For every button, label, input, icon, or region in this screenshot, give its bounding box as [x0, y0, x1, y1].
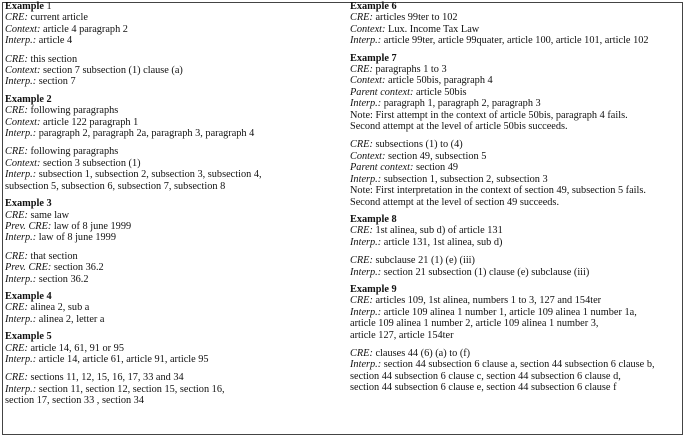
entry-label: Context: [5, 23, 41, 35]
example-title: Example 3 [5, 198, 52, 210]
entry-line [350, 75, 680, 86]
entry-value: paragraphs 1 to 3 [375, 64, 447, 76]
entry-line [5, 65, 340, 76]
entry-line [5, 146, 340, 157]
entry-value: alinea 2, sub a [30, 302, 90, 314]
entry-label: Context: [350, 23, 386, 35]
entry-value: Note: First interpretation in the context of section 49, subsection 5 fails. [350, 185, 646, 197]
entry-label: CRE: [350, 64, 373, 76]
entry-label: Interp.: [350, 306, 382, 318]
entry-value: article 127, article 154ter [350, 329, 454, 341]
entry-value: article 122 paragraph 1 [43, 116, 139, 128]
entry-value: article 14, 61, 91 or 95 [30, 342, 124, 354]
entry-value: same law [30, 209, 70, 221]
entry-label: Interp.: [350, 359, 382, 371]
entry-label: Context: [5, 116, 41, 128]
block-spacer [350, 248, 680, 255]
entry-label: Parent context: [350, 162, 414, 174]
entry-line [350, 359, 680, 370]
example-block [350, 284, 680, 394]
example-title: Example 4 [5, 290, 52, 302]
example-heading [350, 1, 680, 12]
entry-line [5, 251, 340, 262]
entry-label: Interp.: [5, 383, 37, 395]
entry-label: Prev. CRE: [5, 220, 52, 232]
entry-line [350, 87, 680, 98]
entry-label: CRE: [350, 347, 373, 359]
entry-line [350, 12, 680, 23]
entry-value: paragraph 1, paragraph 2, paragraph 3 [383, 98, 541, 110]
entry-line [5, 76, 340, 87]
entry-value: articles 99ter to 102 [375, 12, 458, 24]
entry-label: CRE: [350, 139, 373, 151]
entry-line [5, 384, 340, 395]
entry-value: section 44 subsection 6 clause a, section 44 subsection 6 clause b, [383, 359, 655, 371]
example-heading [350, 214, 680, 225]
entry-label: CRE: [350, 255, 373, 267]
entry-label: Context: [5, 65, 41, 77]
entry-value: this section [30, 53, 78, 65]
entry-line [5, 117, 340, 128]
entry-line [5, 395, 340, 406]
entry-label: Interp.: [5, 232, 37, 244]
entry-value: Lux. Income Tax Law [388, 23, 480, 35]
entry-value: Second attempt at the level of section 49 succeeds. [350, 196, 560, 208]
entry-label: CRE: [5, 250, 28, 262]
entry-line [5, 24, 340, 35]
entry-line [350, 318, 680, 329]
entry-line [350, 110, 680, 121]
entry-value: section 36.2 [38, 273, 89, 285]
entry-line [350, 382, 680, 393]
entry-value: subclause 21 (1) (e) (iii) [375, 255, 475, 267]
entry-line [350, 121, 680, 132]
entry-label: Interp.: [5, 353, 37, 365]
entry-value: current article [30, 12, 88, 24]
entry-line [350, 185, 680, 196]
entry-value: that section [30, 250, 78, 262]
entry-line [350, 139, 680, 150]
entry-line [350, 162, 680, 173]
entry-value: clauses 44 (6) (a) to (f) [375, 347, 471, 359]
example-block [5, 94, 340, 192]
entry-line [5, 302, 340, 313]
entry-value: alinea 2, letter a [38, 313, 105, 325]
entry-label: CRE: [5, 12, 28, 24]
example-title: Example 7 [350, 52, 397, 64]
entry-value: article 4 paragraph 2 [43, 23, 128, 35]
entry-label: Interp.: [5, 35, 37, 47]
entry-value: section 44 subsection 6 clause c, section 44 subsection 6 clause d, [350, 370, 621, 382]
entry-line [5, 262, 340, 273]
entry-value: following paragraphs [30, 105, 119, 117]
example-title: Example 5 [5, 331, 52, 343]
entry-line [350, 255, 680, 266]
entry-label: CRE: [5, 372, 28, 384]
example-block [5, 1, 340, 88]
example-title: Example 8 [350, 213, 397, 225]
example-heading [5, 291, 340, 302]
entry-line [350, 35, 680, 46]
entry-value: article 131, 1st alinea, sub d) [383, 236, 503, 248]
entry-value: sections 11, 12, 15, 16, 17, 33 and 34 [30, 372, 184, 384]
entry-label: CRE: [5, 302, 28, 314]
entry-value: article 50bis [415, 86, 467, 98]
entry-value: section 3 subsection (1) [43, 157, 141, 169]
entry-label: Interp.: [5, 169, 37, 181]
entry-line [350, 295, 680, 306]
entry-line [5, 210, 340, 221]
entry-label: Context: [350, 75, 386, 87]
entry-label: CRE: [5, 342, 28, 354]
block-spacer [5, 47, 340, 54]
block-spacer [350, 132, 680, 139]
example-block [5, 331, 340, 406]
example-title: Example 9 [350, 283, 397, 295]
entry-line [5, 343, 340, 354]
example-block [350, 53, 680, 208]
entry-label: Interp.: [5, 313, 37, 325]
entry-line [5, 354, 340, 365]
entry-label: Interp.: [5, 273, 37, 285]
entry-label: Interp.: [350, 98, 382, 110]
entry-value: section 17, section 33 , section 34 [5, 395, 144, 407]
entry-value: subsections (1) to (4) [375, 139, 463, 151]
example-heading [5, 1, 340, 12]
entry-line [350, 174, 680, 185]
entry-value: subsection 1, subsection 2, subsection 3 [383, 173, 548, 185]
example-heading [350, 284, 680, 295]
entry-value: section 11, section 12, section 15, section 16, [38, 383, 225, 395]
block-spacer [350, 341, 680, 348]
entry-value: section 49, subsection 5 [388, 150, 487, 162]
entry-value: 1st alinea, sub d) of article 131 [375, 225, 503, 237]
example-title: Example 6 [350, 1, 397, 12]
entry-line [350, 24, 680, 35]
entry-line [5, 169, 340, 180]
entry-value: article 109 alinea 1 number 1, article 109 alinea 1 number 1a, [383, 306, 637, 318]
block-spacer [5, 365, 340, 372]
block-spacer [5, 244, 340, 251]
entry-label: Interp.: [5, 76, 37, 88]
entry-value: subsection 1, subsection 2, subsection 3, subsection 4, [38, 169, 262, 181]
entry-value: section 7 subsection (1) clause (a) [43, 65, 183, 77]
entry-line [350, 151, 680, 162]
entry-line [5, 221, 340, 232]
entry-label: Parent context: [350, 86, 414, 98]
example-block [350, 1, 680, 47]
entry-value: subsection 5, subsection 6, subsection 7, subsection 8 [5, 180, 226, 192]
example-heading [5, 94, 340, 105]
entry-line [5, 232, 340, 243]
entry-value: section 49 [415, 162, 458, 174]
block-spacer [5, 139, 340, 146]
entry-line [350, 330, 680, 341]
entry-line [350, 98, 680, 109]
entry-label: Prev. CRE: [5, 262, 52, 274]
example-heading [350, 53, 680, 64]
entry-value: article 14, article 61, article 91, article 95 [38, 353, 209, 365]
left-column [5, 1, 340, 407]
entry-label: Context: [350, 150, 386, 162]
entry-value: section 21 subsection (1) clause (e) subclause (iii) [383, 266, 590, 278]
entry-value: articles 109, 1st alinea, numbers 1 to 3, 127 and 154ter [375, 295, 602, 307]
example-heading [5, 198, 340, 209]
example-title: Example 2 [5, 93, 52, 105]
entry-line [5, 181, 340, 192]
entry-value: Note: First attempt in the context of article 50bis, paragraph 4 fails. [350, 109, 628, 121]
entry-label: CRE: [350, 225, 373, 237]
entry-value: article 109 alinea 1 number 2, article 109 alinea 1 number 3, [350, 318, 599, 330]
entry-value: Second attempt at the level of article 50bis succeeds. [350, 121, 568, 133]
entry-label: Interp.: [350, 236, 382, 248]
entry-label: CRE: [5, 105, 28, 117]
entry-line [350, 267, 680, 278]
entry-label: Interp.: [350, 173, 382, 185]
entry-line [5, 158, 340, 169]
entry-line [5, 105, 340, 116]
entry-label: Interp.: [350, 266, 382, 278]
entry-line [5, 314, 340, 325]
entry-line [350, 197, 680, 208]
entry-label: CRE: [5, 146, 28, 158]
right-column [350, 1, 680, 394]
entry-line [350, 307, 680, 318]
entry-value: article 50bis, paragraph 4 [388, 75, 493, 87]
entry-label: Interp.: [350, 35, 382, 47]
example-title: Example [5, 1, 44, 12]
entry-value: law of 8 june 1999 [38, 232, 116, 244]
example-block [5, 291, 340, 325]
entry-line [5, 35, 340, 46]
entry-value: section 44 subsection 6 clause e, section 44 subsection 6 clause f [350, 382, 617, 394]
entry-line [5, 372, 340, 383]
entry-label: Interp.: [5, 128, 37, 140]
entry-label: CRE: [5, 53, 28, 65]
entry-line [350, 225, 680, 236]
entry-line [350, 64, 680, 75]
entry-value: law of 8 june 1999 [53, 220, 132, 232]
entry-value: section 7 [38, 76, 76, 88]
entry-value: article 99ter, article 99quater, article 100, article 101, article 102 [383, 35, 649, 47]
example-block [350, 214, 680, 278]
entry-value: paragraph 2, paragraph 2a, paragraph 3, paragraph 4 [38, 128, 255, 140]
entry-label: CRE: [5, 209, 28, 221]
entry-value: following paragraphs [30, 146, 119, 158]
entry-line [5, 54, 340, 65]
entry-label: CRE: [350, 12, 373, 24]
entry-line [5, 128, 340, 139]
entry-line [5, 12, 340, 23]
entry-label: Context: [5, 157, 41, 169]
example-number: 1 [46, 1, 52, 12]
example-block [5, 198, 340, 285]
entry-label: CRE: [350, 295, 373, 307]
entry-line [350, 371, 680, 382]
entry-line [5, 274, 340, 285]
entry-value: section 36.2 [53, 262, 104, 274]
example-heading [5, 331, 340, 342]
entry-line [350, 237, 680, 248]
entry-value: article 4 [38, 35, 73, 47]
entry-line [350, 348, 680, 359]
